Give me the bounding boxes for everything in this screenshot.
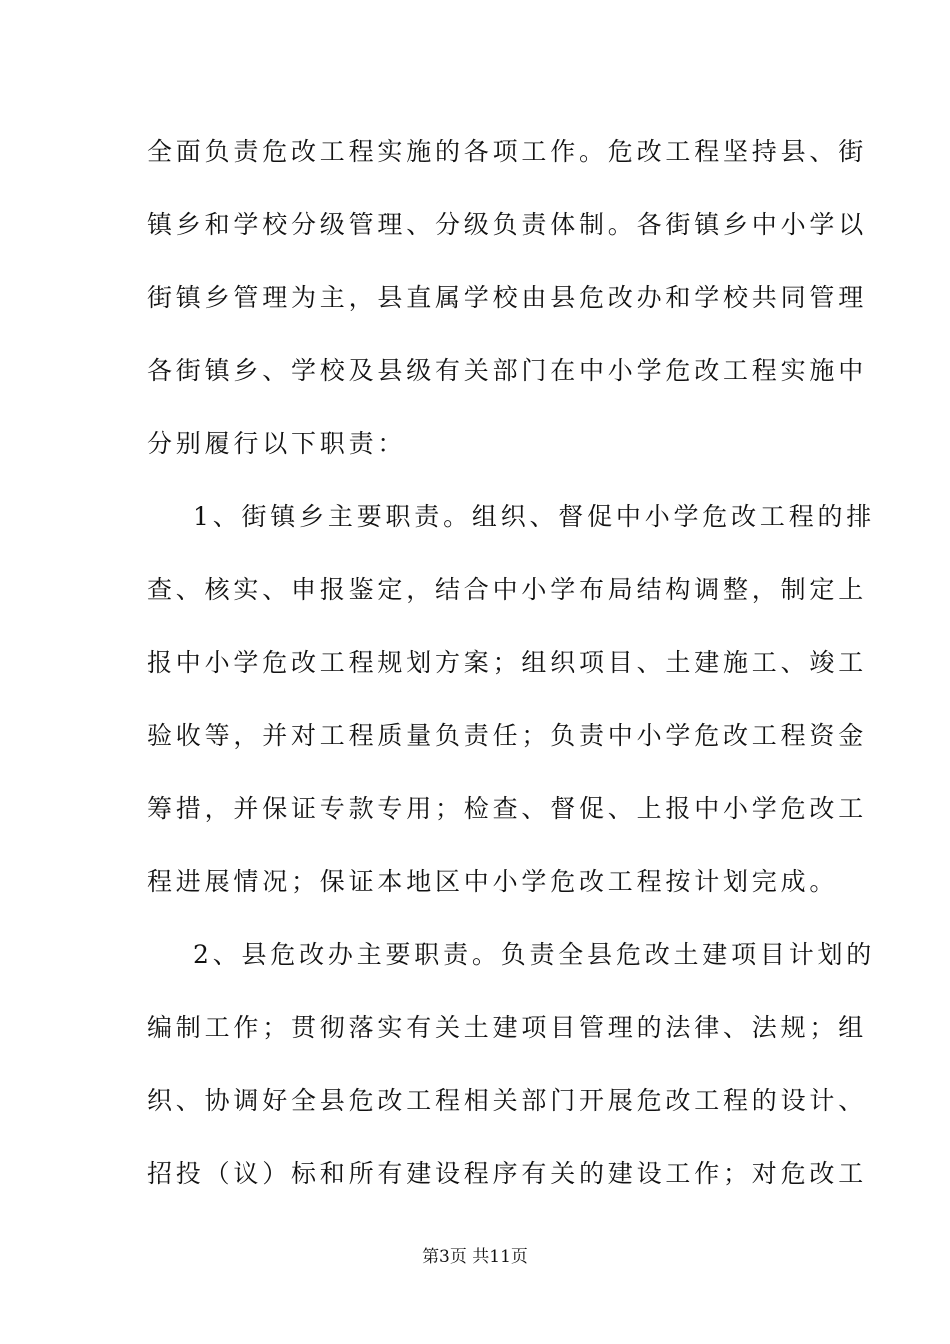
text-line-15: 招投（议）标和所有建设程序有关的建设工作；对危改工 [147,1159,868,1188]
text-line-8: 报中小学危改工程规划方案；组织项目、土建施工、竣工 [147,648,868,677]
text-line-7: 查、核实、申报鉴定，结合中小学布局结构调整，制定上 [147,575,868,604]
text-line-3: 街镇乡管理为主，县直属学校由县危改办和学校共同管理 [147,283,868,312]
text-line-11: 程进展情况；保证本地区中小学危改工程按计划完成。 [147,867,839,896]
text-line-2: 镇乡和学校分级管理、分级负责体制。各街镇乡中小学以 [147,210,868,239]
text-line-6: 1、街镇乡主要职责。组织、督促中小学危改工程的排 [193,502,876,531]
page-footer [0,1242,950,1267]
text-line-4: 各街镇乡、学校及县级有关部门在中小学危改工程实施中 [147,356,868,385]
page-number: 第3页 共11页 [422,1247,528,1267]
text-line-12: 2、县危改办主要职责。负责全县危改土建项目计划的 [193,940,876,969]
text-line-10: 筹措，并保证专款专用；检查、督促、上报中小学危改工 [147,794,868,823]
text-line-13: 编制工作；贯彻落实有关土建项目管理的法律、法规；组 [147,1013,868,1042]
text-line-5: 分别履行以下职责： [147,429,407,458]
body-text [147,130,876,1225]
text-line-9: 验收等，并对工程质量负责任；负责中小学危改工程资金 [147,721,868,750]
text-line-1: 全面负责危改工程实施的各项工作。危改工程坚持县、街 [147,137,868,166]
text-line-14: 织、协调好全县危改工程相关部门开展危改工程的设计、 [147,1086,868,1115]
